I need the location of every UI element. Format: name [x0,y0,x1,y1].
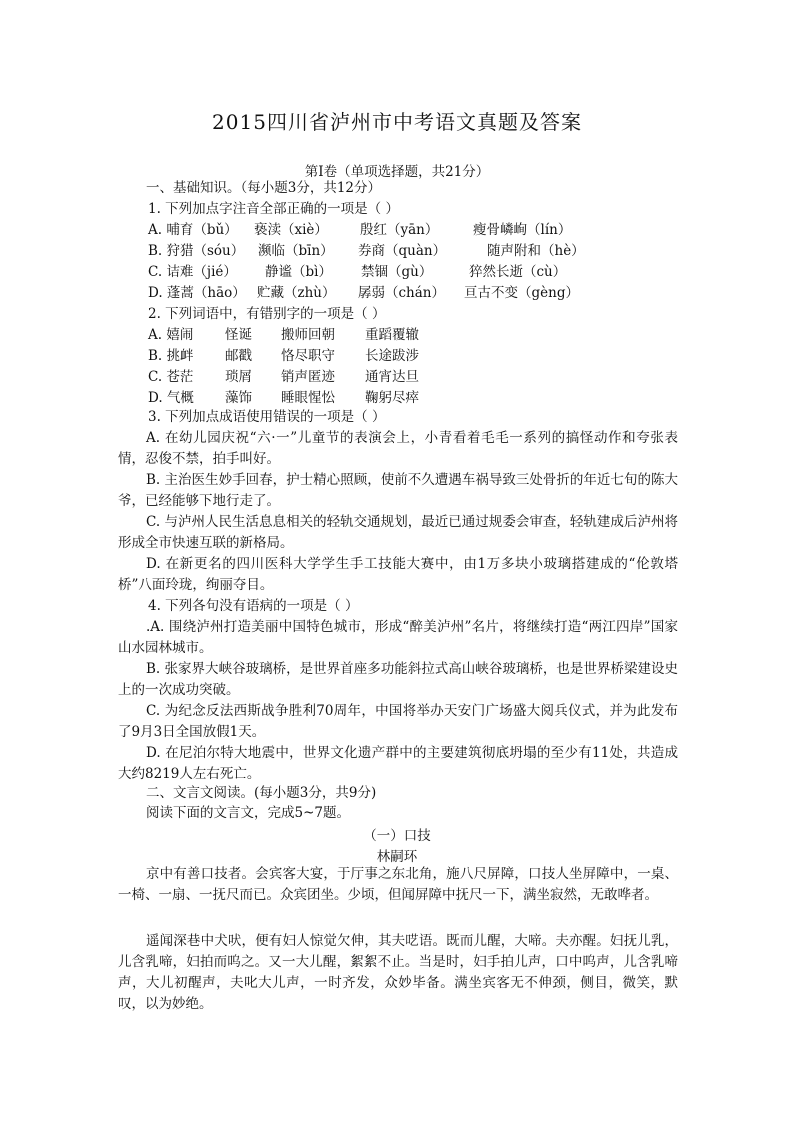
page-title: 2015四川省泸州市中考语文真题及答案 [212,110,582,134]
passage-title: （一）口技 [363,828,431,844]
q1-stem: 1. 下列加点字注音全部正确的一项是（ ） [148,201,399,217]
section1-heading: 一、基础知识。（每小题3分，共12分） [146,180,382,196]
passage-author: 林嗣环 [376,849,418,865]
q2-option-b: B. 挑衅 邮戳 恪尽职守 长途跋涉 [148,348,419,364]
q2-option-d: D. 气概 藻饰 睡眼惺忪 鞠躬尽瘁 [148,390,419,406]
q3-option-c: C. 与泸州人民生活息息相关的轻轨交通规划，最近已通过规委会审查，轻轨建成后泸州将形成全市快速互联的新格局。 [118,514,678,551]
q3-stem: 3. 下列加点成语使用错误的一项是（ ） [148,409,386,425]
q3-option-a: A. 在幼儿园庆祝“六·一”儿童节的表演会上，小青看着毛毛一系列的搞怪动作和夸张表情，忍俊不禁，拍手叫好。 [118,430,678,467]
q4-option-a: .A. 围绕泸州打造美丽中国特色城市，形成“醉美泸州”名片，将继续打造“两江四岸”国家山水园林城市。 [118,619,678,656]
q1-option-d: D. 蓬蒿（hāo） 贮藏（zhù） 孱弱（chán） 亘古不变（gèng） [148,285,579,301]
q1-option-b: B. 狩猎（sóu） 濒临（bīn） 券商（quàn） 随声附和（hè） [148,243,585,259]
volume-heading: 第Ⅰ卷（单项选择题，共21分） [304,164,490,180]
q2-option-c: C. 苍茫 琐屑 销声匿迹 通宵达旦 [148,369,419,385]
q2-option-a: A. 嬉闹 怪诞 搬师回朝 重蹈覆辙 [148,327,419,343]
q4-option-b: B. 张家界大峡谷玻璃桥，是世界首座多功能斜拉式高山峡谷玻璃桥，也是世界桥梁建设史上的一次成功突破。 [118,661,678,698]
q1-option-a: A. 哺育（bǔ） 亵渎（xiè） 殷红（yān） 瘦骨嶙峋（lín） [148,222,572,238]
q4-stem: 4. 下列各句没有语病的一项是（ ） [148,598,359,614]
q4-option-c: C. 为纪念反法西斯战争胜利70周年，中国将举办天安门广场盛大阅兵仪式，并为此发布了9月3日全国放假1天。 [118,703,678,740]
q3-option-b: B. 主治医生妙手回春，护士精心照顾，使前不久遭遇车祸导致三处骨折的年近七旬的陈大爷，已经能够下地行走了。 [118,472,678,509]
section2-instruction: 阅读下面的文言文，完成5~7题。 [146,805,350,821]
passage-paragraph-2: 遥闻深巷中犬吠，便有妇人惊觉欠伸，其夫呓语。既而儿醒，大啼。夫亦醒。妇抚儿乳，儿含乳啼，妇拍而呜之。又一大儿醒，絮絮不止。当是时，妇手拍儿声，口中呜声，儿含乳啼声，大儿初醒声，夫叱大儿声，一时齐发，众妙毕备。满坐宾客无不伸颈，侧目，微笑，默叹，以为妙绝。 [118,933,678,1012]
q1-option-c: C. 诘难（jié） 静谧（bì） 禁锢（gù） 猝然长逝（cù） [148,264,567,280]
q2-stem: 2. 下列词语中，有错别字的一项是（ ） [148,306,386,322]
q3-option-d: D. 在新更名的四川医科大学学生手工技能大赛中，由1万多块小玻璃搭建成的“伦敦塔桥”八面玲珑，绚丽夺目。 [118,556,678,593]
q4-option-d: D. 在尼泊尔特大地震中，世界文化遗产群中的主要建筑彻底坍塌的至少有11处，共造成大约8219人左右死亡。 [118,745,678,782]
section2-heading: 二、文言文阅读。(每小题3分，共9分) [146,785,377,801]
passage-paragraph-1: 京中有善口技者。会宾客大宴，于厅事之东北角，施八尺屏障，口技人坐屏障中，一桌、一椅、一扇、一抚尺而已。众宾团坐。少顷，但闻屏障中抚尺一下，满坐寂然，无敢哗者。 [118,866,678,903]
